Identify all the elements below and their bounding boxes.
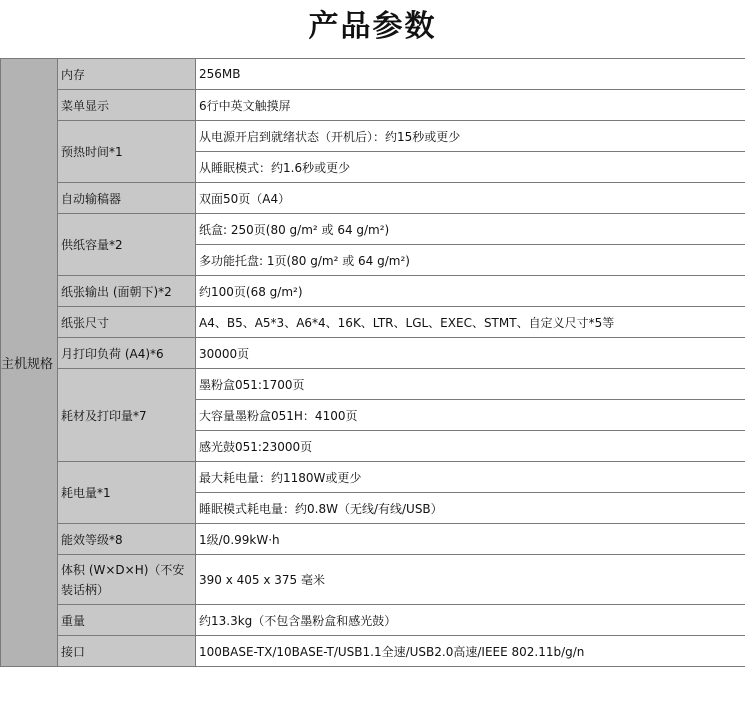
spec-label: 耗材及打印量*7 xyxy=(58,369,196,462)
table-row-weight xyxy=(1,605,745,636)
spec-label: 内存 xyxy=(58,59,196,90)
spec-label: 预热时间*1 xyxy=(58,121,196,183)
spec-value: 1级/0.99kW·h xyxy=(196,524,745,555)
spec-label: 能效等级*8 xyxy=(58,524,196,555)
table-row-paper-size xyxy=(1,307,745,338)
spec-label: 接口 xyxy=(58,636,196,667)
table-row-paper-capacity xyxy=(1,214,745,245)
spec-value: 多功能托盘: 1页(80 g/m² 或 64 g/m²) xyxy=(196,245,745,276)
spec-label: 月打印负荷 (A4)*6 xyxy=(58,338,196,369)
spec-label: 重量 xyxy=(58,605,196,636)
spec-value: 感光鼓051:23000页 xyxy=(196,431,745,462)
spec-value: 从睡眠模式：约1.6秒或更少 xyxy=(196,152,745,183)
spec-value: 墨粉盒051:1700页 xyxy=(196,369,745,400)
spec-label: 自动输稿器 xyxy=(58,183,196,214)
table-row-power xyxy=(1,462,745,493)
spec-value: 6行中英文触摸屏 xyxy=(196,90,745,121)
group-label: 主机规格 xyxy=(1,59,58,667)
spec-value: 纸盒: 250页(80 g/m² 或 64 g/m²) xyxy=(196,214,745,245)
spec-label: 纸张输出 (面朝下)*2 xyxy=(58,276,196,307)
spec-label: 耗电量*1 xyxy=(58,462,196,524)
table-row-memory xyxy=(1,59,745,90)
spec-value: 390 x 405 x 375 毫米 xyxy=(196,555,745,605)
table-row-warmup xyxy=(1,121,745,152)
table-row-paper-output xyxy=(1,276,745,307)
spec-value: 约100页(68 g/m²) xyxy=(196,276,745,307)
spec-value: 约13.3kg（不包含墨粉盒和感光鼓） xyxy=(196,605,745,636)
spec-label: 菜单显示 xyxy=(58,90,196,121)
spec-value: 大容量墨粉盒051H：4100页 xyxy=(196,400,745,431)
table-row-duty-cycle xyxy=(1,338,745,369)
table-row-dimensions xyxy=(1,555,745,605)
table-row-menu-display xyxy=(1,90,745,121)
spec-label: 体积 (W×D×H)（不安装话柄） xyxy=(58,555,196,605)
spec-label: 纸张尺寸 xyxy=(58,307,196,338)
table-row-adf xyxy=(1,183,745,214)
table-row-energy-class xyxy=(1,524,745,555)
spec-value: 从电源开启到就绪状态（开机后）：约15秒或更少 xyxy=(196,121,745,152)
spec-label: 供纸容量*2 xyxy=(58,214,196,276)
table-row-interface xyxy=(1,636,745,667)
spec-value: 最大耗电量：约1180W或更少 xyxy=(196,462,745,493)
spec-value: 双面50页（A4） xyxy=(196,183,745,214)
spec-value: 30000页 xyxy=(196,338,745,369)
spec-value: 100BASE-TX/10BASE-T/USB1.1全速/USB2.0高速/IEEE 802.11b/g/n xyxy=(196,636,745,667)
spec-value: 256MB xyxy=(196,59,745,90)
spec-value: A4、B5、A5*3、A6*4、16K、LTR、LGL、EXEC、STMT、自定义尺寸*5等 xyxy=(196,307,745,338)
spec-value: 睡眠模式耗电量：约0.8W（无线/有线/USB） xyxy=(196,493,745,524)
spec-table xyxy=(0,58,745,667)
table-row-consumables xyxy=(1,369,745,400)
page-title: 产品参数 xyxy=(308,9,437,44)
